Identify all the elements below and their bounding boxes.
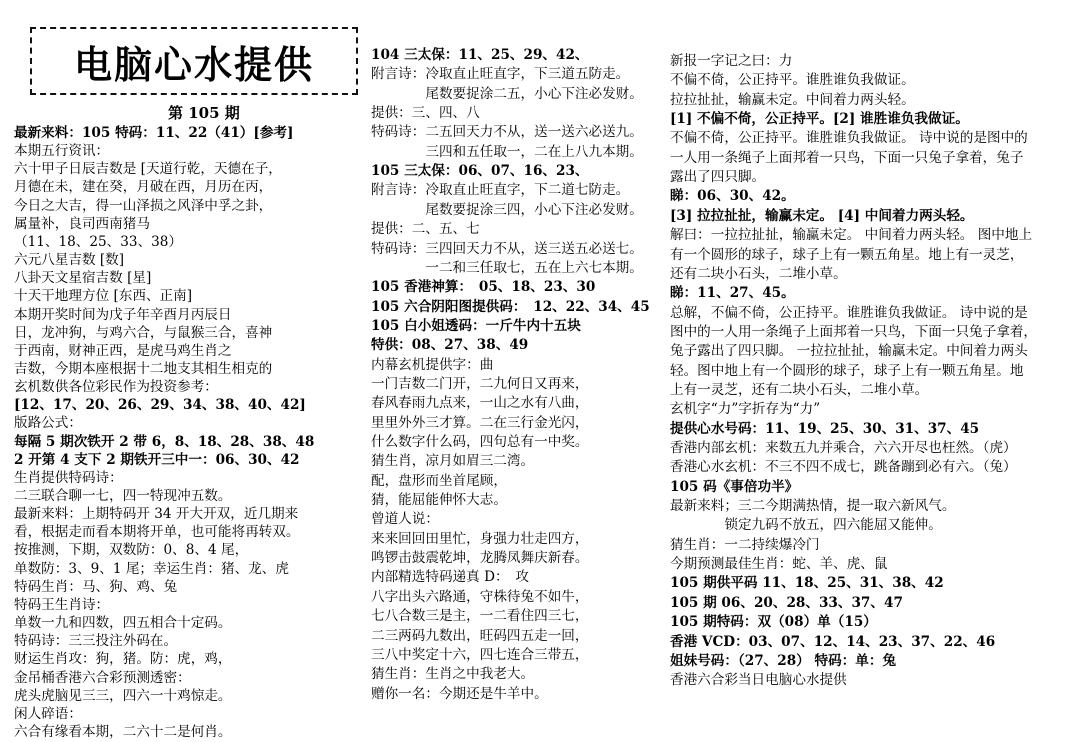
text-line: 单数一九和四数，四五相合十定码。	[14, 615, 232, 632]
text-line: 特供：08、27、38、49	[371, 337, 529, 354]
text-line: 105 六合阴阳图提供码： 12、22、34、45	[371, 298, 650, 315]
text-line: 猜生肖：一二持续爆冷门	[670, 536, 820, 553]
text-line: 还有二块小石头，二堆小草。	[670, 265, 847, 282]
text-line: 今日之大吉，得一山泽损之风泽中孚之卦，	[14, 197, 273, 214]
text-line: 105 期 06、20、28、33、37、47	[670, 594, 903, 611]
text-line: 特码诗：二五回天力不从，送一送六必送九。	[371, 124, 643, 141]
text-line: 最新来料：105 特码：11、22（41）[参考]	[14, 125, 294, 141]
text-line: 属量补，良司西南猪马	[14, 215, 150, 232]
text-line: 不偏不倚，公正持平。谁胜谁负我做证。	[670, 72, 915, 89]
text-line: （11、18、25、33、38）	[14, 233, 183, 250]
text-line: 附言诗：冷取直止旺直字，下二道七防走。	[371, 182, 630, 199]
text-line: 八卦天文星宿吉数 [星]	[14, 270, 152, 287]
text-line: 来来回回田里忙，身强力壮走四方，	[371, 530, 589, 547]
text-line: [12、17、20、26、29、34、38、40、42]	[14, 397, 306, 414]
text-line: 吉数，今期本座根据十二地支其相生相克的	[14, 360, 273, 377]
text-line: 特码王生肖诗：	[14, 596, 110, 613]
text-line: 105 期供平码 11、18、25、31、38、42	[670, 575, 944, 592]
text-line: 露出了四只脚。	[670, 169, 766, 186]
text-line: 每隔 5 期次铁开 2 带 6，8、18、28、38、48	[14, 433, 315, 450]
text-line: 105 码《事倍功半》	[670, 478, 799, 495]
text-line: 新报一字记之曰：力	[670, 53, 793, 69]
text-line: 按推测，下期，双数防：0、8、4 尾，	[14, 542, 249, 559]
text-line: 105 三太保：06、07、16、23、	[371, 163, 589, 180]
text-line: 锁定九码不放五，四六能屈又能伸。	[670, 517, 942, 534]
text-line: 日，龙冲狗，与鸡六合，与鼠猴三合，喜神	[14, 324, 273, 341]
text-line: 月德在未，建在癸，月破在西，月历在丙，	[14, 179, 273, 196]
text-line: 八字出头六路通，守株待兔不如牛，	[371, 588, 589, 605]
text-line: 十天干地理方位 [东西、正南]	[14, 288, 193, 305]
text-line: 玄机数供各位彩民作为投资参考：	[14, 379, 218, 396]
text-line: 单数防：3、9、1 尾；幸运生肖：猪、龙、虎	[14, 560, 289, 577]
text-line: 兔子露出了四只脚。 一拉拉扯扯，输赢未定。中间着力两头	[670, 343, 1028, 360]
text-line: 拉拉扯扯，输赢未定。中间着力两头轻。	[670, 91, 915, 108]
text-line: 图中的一人用一条绳子上面邦着一只鸟，下面一只兔子拿着，	[670, 323, 1038, 340]
text-line: 猜生肖，凉月如眉三二湾。	[371, 453, 535, 470]
text-line: 最新来料；三二今期满热情，提一取六新风气。	[670, 498, 956, 515]
text-line: 不偏不倚，公正持平。谁胜谁负我做证。 诗中说的是图中的	[670, 130, 1028, 147]
text-line: 虎头虎脑见三三，四六一十鸡惊走。	[14, 687, 232, 704]
text-line: 玄机字“力”字折存为“力”	[670, 401, 821, 418]
text-line: 提供：二、五、七	[371, 221, 480, 238]
text-line: 特码诗：三四回天力不从，送三送五必送七。	[371, 240, 643, 257]
issue-number: 第 105 期	[168, 104, 240, 122]
title-box	[30, 27, 358, 95]
text-line: 什么数字什么码，四句总有一中奖。	[371, 434, 589, 450]
text-line: 特码诗：三三投注外码在。	[14, 633, 178, 650]
text-line: 闲人碎语：	[14, 705, 82, 722]
text-line: 总解，不偏不倚，公正持平。谁胜谁负我做证。 诗中说的是	[670, 304, 1028, 321]
text-line: 特码生肖：马、狗、鸡、兔	[14, 578, 178, 595]
text-line: 轻。图中地上有一个圆形的球子，球子上有一颗五角星。地	[670, 362, 1024, 379]
text-line: 三四和五任取一，二在上八九本期。	[371, 143, 643, 160]
text-line: 附言诗：冷取直止旺直字，下三道五防走。	[371, 66, 630, 83]
text-line: 尾数要捉涂二五，小心下注必发财。	[371, 85, 643, 102]
text-line: 提供心水号码：11、19、25、30、31、37、45	[670, 420, 980, 437]
text-line: 睇：06、30、42。	[670, 188, 795, 205]
text-line: 内幕玄机提供字：曲	[371, 356, 494, 373]
text-line: [3] 拉拉扯扯，输赢未定。 [4] 中间着力两头轻。	[670, 207, 974, 224]
text-line: 香港六合彩当日电脑心水提供	[670, 672, 847, 689]
text-line: 解曰：一拉拉扯扯，输赢未定。 中间着力两头轻。 图中地上	[670, 227, 1033, 244]
text-line: 一门吉数二门开，二九何日又再来，	[371, 375, 589, 392]
page-title: 电脑心水提供	[73, 42, 314, 87]
text-line: 曾道人说：	[371, 511, 439, 528]
text-line: 提供：三、四、八	[371, 105, 480, 122]
text-line: 上有一灵芝，还有二块小石头，二堆小草。	[670, 381, 929, 398]
text-line: 104 三太保：11、25、29、42、	[371, 47, 589, 63]
text-line: 金吊桶香港六合彩预测透密：	[14, 669, 191, 686]
text-line: 105 期特码：双（08）单（15）	[670, 614, 877, 631]
text-line: 香港内部玄机：来数五九并乘合，六六开尽也枉然。（虎）	[670, 440, 1017, 456]
text-line: 猜生肖：生肖之中我老大。	[371, 666, 535, 683]
text-line: 配，盘形而坐首尾顾，	[371, 472, 507, 489]
text-line: 鸣锣击鼓震乾坤，龙腾凤舞庆新春。	[371, 550, 589, 567]
text-line: 猜，能屈能伸怀大志。	[371, 492, 507, 509]
text-line: 于西南，财神正西，是虎马鸡生肖之	[14, 342, 232, 359]
text-line: 本期开奖时间为戊子年辛酉月丙辰日	[14, 306, 232, 323]
text-line: 105 白小姐透码：一斤牛内十五块	[371, 317, 581, 334]
text-line: 一二和三任取七，五在上六七本期。	[371, 259, 643, 276]
text-line: 财运生肖攻：狗，猪。防：虎，鸡，	[14, 651, 232, 668]
text-line: 内部精选特码递真 D： 攻	[371, 569, 529, 586]
text-line: 六十甲子日辰吉数是 [天道行乾，天德在子，	[14, 161, 282, 178]
text-line: 尾数要捉涂三四，小心下注必发财。	[371, 201, 643, 218]
text-line: 二三两码九数出，旺码四五走一回，	[371, 627, 589, 644]
text-line: 看，根据走而看本期将开单，也可能将再转双。	[14, 524, 300, 541]
text-line: 生肖提供特码诗：	[14, 469, 123, 486]
text-line: 三八中奖定十六，四七连合三带五，	[371, 646, 589, 663]
text-line: 春风春雨九点来，一山之水有八曲，	[371, 395, 589, 412]
text-line: 二三联合聊一七，四一特现冲五数。	[14, 488, 232, 504]
text-line: 六合有缘看本期，二六十二是何肖。	[14, 723, 232, 740]
text-line: 睇：11、27、45。	[670, 285, 795, 302]
text-line: 香港 VCD：03、07、12、14、23、37、22、46	[670, 633, 996, 650]
text-line: 105 香港神算： 05、18、23、30	[371, 279, 596, 296]
text-line: 七八合数三是主，一二看住四三七，	[371, 608, 589, 625]
text-line: 香港心水玄机：不三不四不成七，跳备蹦到必有六。（兔）	[670, 459, 1017, 476]
text-line: 最新来料：上期特码开 34 开大开双，近几期来	[14, 506, 299, 523]
text-line: 赠你一名：今期还是牛羊中。	[371, 685, 548, 702]
text-line: 有一个圆形的球子，球子上有一颗五角星。地上有一灵芝，	[670, 246, 1024, 263]
text-line: 版路公式：	[14, 415, 82, 432]
text-line: [1] 不偏不倚，公正持平。[2] 谁胜谁负我做证。	[670, 111, 969, 128]
text-line: 六元八星吉数 [数]	[14, 252, 125, 269]
text-line: 姐妹号码：（27、28） 特码：单：兔	[670, 652, 897, 669]
text-line: 2 开第 4 支下 2 期铁开三中一：06、30、42	[14, 451, 300, 468]
text-line: 今期预测最佳生肖：蛇、羊、虎、鼠	[670, 556, 888, 573]
text-line: 一人用一条绳子上面邦着一只鸟，下面一只兔子拿着，兔子	[670, 149, 1024, 166]
text-line: 本期五行资讯：	[14, 143, 110, 160]
text-line: 里里外外三才算。二在三行金光闪，	[371, 414, 589, 431]
